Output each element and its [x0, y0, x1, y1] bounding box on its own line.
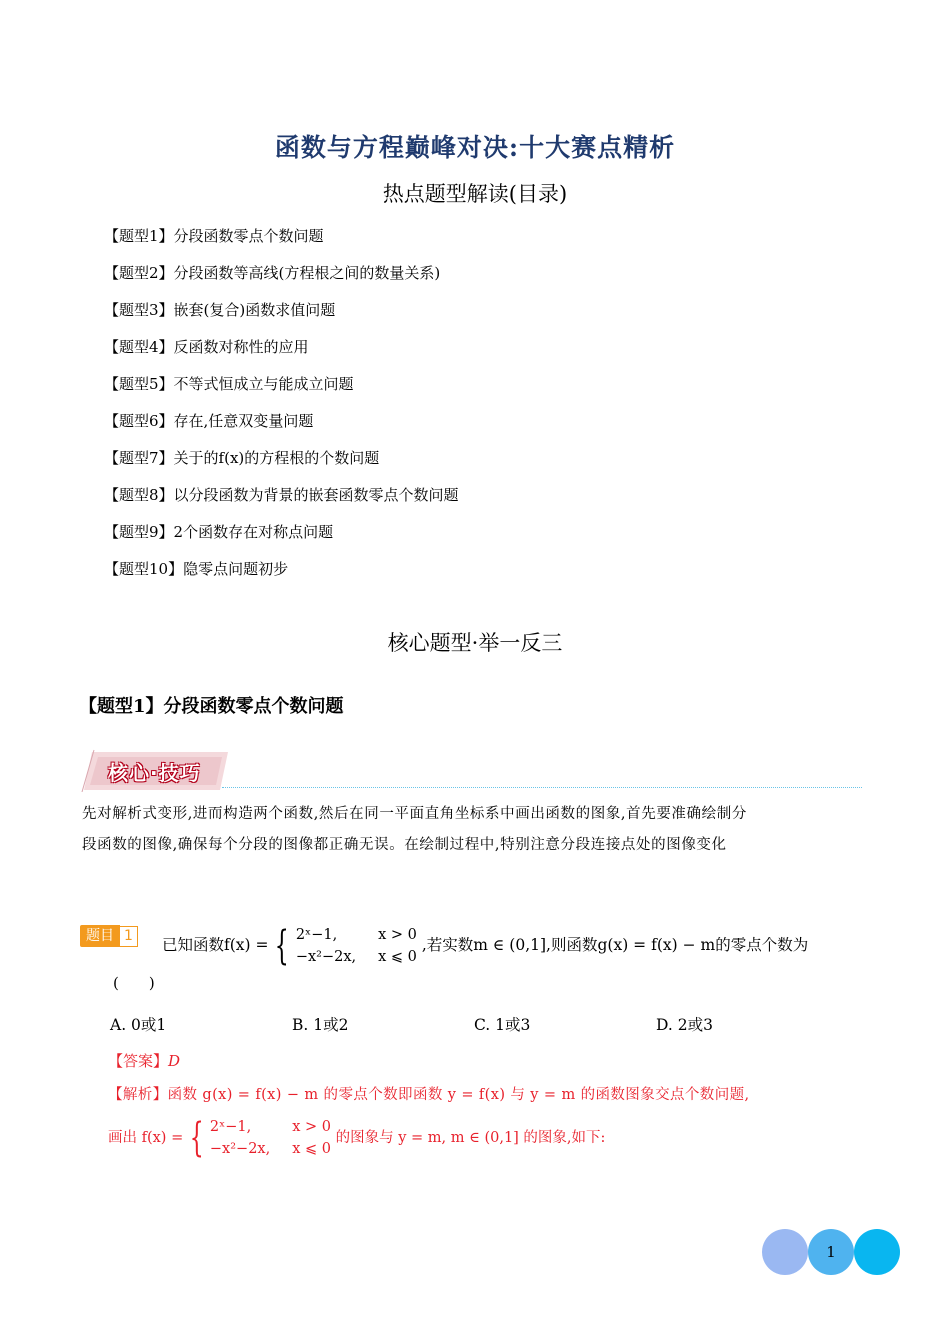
case2-cond: x ⩽ 0 [378, 949, 417, 965]
type-heading: 【题型1】分段函数零点个数问题 [79, 696, 344, 717]
toc-item[interactable]: 【题型6】存在,任意双变量问题 [104, 412, 314, 430]
decor-circle [762, 1229, 808, 1275]
decor-circle [854, 1229, 900, 1275]
tip-text-line-1: 先对解析式变形,进而构造两个函数,然后在同一平面直角坐标系中画出函数的图象,首先要准确绘制分 [82, 806, 747, 822]
page-number-badge [762, 1228, 902, 1276]
tip-divider [222, 787, 862, 788]
piecewise-cases [296, 924, 417, 968]
answer-line [108, 1050, 180, 1071]
answer-value: D [168, 1052, 181, 1070]
option-b[interactable]: B. 1或2 [292, 1016, 349, 1034]
question-suffix: ,若实数m ∈ (0,1],则函数g(x) = f(x) − m的零点个数为 [421, 936, 809, 954]
page-number: 1 [826, 1243, 836, 1261]
toc-item[interactable]: 【题型4】反函数对称性的应用 [104, 338, 309, 356]
left-brace: { [275, 923, 290, 969]
solution-label: 【解析】 [108, 1087, 168, 1103]
solution-prefix: 画出 f(x) = [108, 1130, 184, 1146]
toc-item[interactable]: 【题型9】2个函数存在对称点问题 [104, 523, 334, 541]
piecewise-cases-solution [210, 1116, 331, 1160]
solution-text-1: 函数 g(x) = f(x) − m 的零点个数即函数 y = f(x) 与 y = m 的函数图象交点个数问题, [167, 1087, 750, 1103]
toc-item[interactable]: 【题型3】嵌套(复合)函数求值问题 [104, 301, 336, 319]
toc-item[interactable]: 【题型10】隐零点问题初步 [104, 560, 289, 578]
case1-cond: x > 0 [378, 927, 417, 943]
option-a[interactable]: A. 0或1 [110, 1016, 167, 1034]
answer-blank: ( ) [113, 974, 155, 992]
document-title: 函数与方程巅峰对决:十大赛点精析 [274, 133, 676, 162]
left-brace: { [189, 1115, 204, 1161]
solution-suffix: 的图象与 y = m, m ∈ (0,1] 的图象,如下: [335, 1130, 606, 1146]
question-badge-number: 1 [119, 926, 138, 947]
toc-item[interactable]: 【题型2】分段函数等高线(方程根之间的数量关系) [104, 264, 441, 282]
case2-expr: −x²−2x, [209, 1141, 271, 1157]
tip-text-line-2: 段函数的图像,确保每个分段的图像都正确无误。在绘制过程中,特别注意分段连接点处的图像变化 [82, 837, 727, 853]
option-d[interactable]: D. 2或3 [656, 1016, 713, 1034]
solution-line-1 [108, 1083, 750, 1104]
section-title: 核心题型·举一反三 [387, 631, 563, 655]
case1-cond: x > 0 [292, 1119, 331, 1135]
question-badge-label: 题目 [80, 925, 120, 947]
question-prefix: 已知函数f(x) = [162, 936, 269, 954]
answer-label: 【答案】 [108, 1052, 169, 1070]
solution-line-2 [108, 1116, 605, 1160]
toc-heading: 热点题型解读(目录) [382, 182, 568, 206]
case1-expr: 2ˣ−1, [209, 1119, 252, 1135]
toc-item[interactable]: 【题型8】以分段函数为背景的嵌套函数零点个数问题 [104, 486, 459, 504]
table-of-contents [104, 224, 459, 594]
toc-item[interactable]: 【题型7】关于的f(x)的方程根的个数问题 [104, 449, 380, 467]
question-badge [80, 925, 138, 947]
question-text [162, 924, 808, 968]
case2-cond: x ⩽ 0 [292, 1141, 331, 1157]
option-c[interactable]: C. 1或3 [474, 1016, 531, 1034]
case1-expr: 2ˣ−1, [295, 927, 338, 943]
toc-item[interactable]: 【题型5】不等式恒成立与能成立问题 [104, 375, 354, 393]
tip-label: 核心·技巧 [108, 761, 201, 785]
case2-expr: −x²−2x, [295, 949, 357, 965]
toc-item[interactable]: 【题型1】分段函数零点个数问题 [104, 227, 324, 245]
